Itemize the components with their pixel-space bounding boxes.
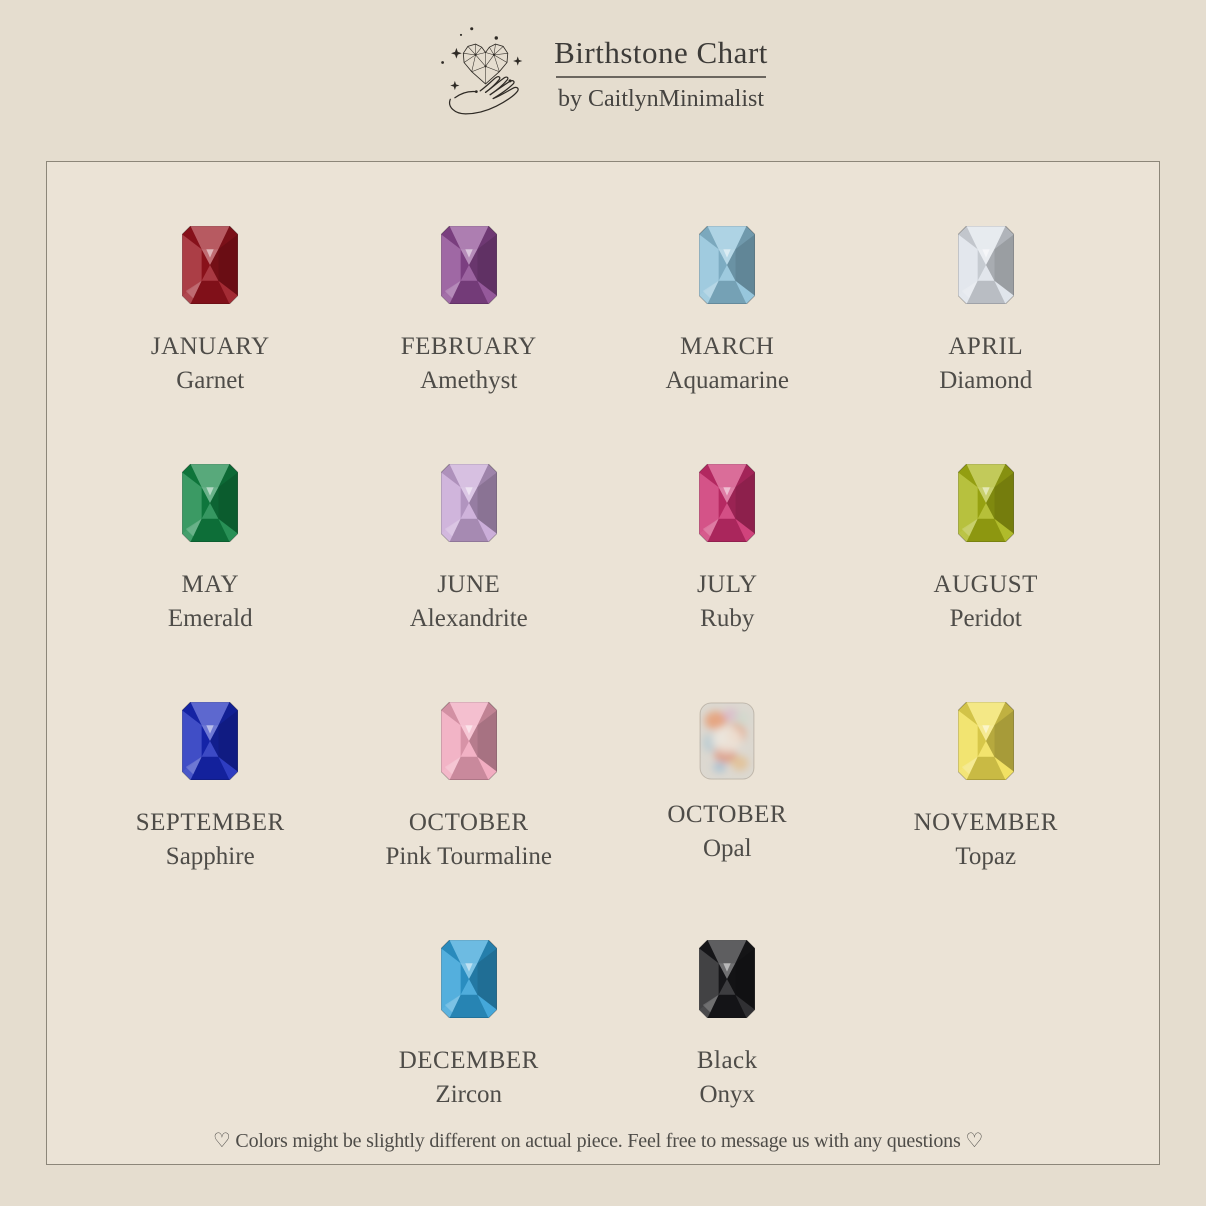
gem-stone: Aquamarine xyxy=(665,367,790,394)
gem-image xyxy=(182,702,238,780)
geometric-heart xyxy=(463,44,507,84)
empty-cell xyxy=(857,940,1116,1112)
title-divider xyxy=(556,76,766,78)
gem-month: FEBRUARY xyxy=(400,333,537,360)
gem-stone: Pink Tourmaline xyxy=(385,843,553,870)
gem-cell-opal xyxy=(598,702,857,940)
gem-month: AUGUST xyxy=(933,571,1038,598)
gem-month: JULY xyxy=(696,571,758,598)
gem-cell-diamond xyxy=(857,226,1116,464)
gem-stone: Peridot xyxy=(949,605,1022,632)
gem-labels xyxy=(697,568,758,636)
gem-image xyxy=(182,226,238,304)
empty-cell xyxy=(81,940,340,1112)
title-block xyxy=(554,35,768,113)
gem-labels xyxy=(697,1044,758,1112)
gem-cell-onyx xyxy=(598,940,857,1112)
gem-stone: Sapphire xyxy=(165,843,255,870)
gem-cell-zircon xyxy=(340,940,599,1112)
gem-labels xyxy=(934,568,1038,636)
gem-image xyxy=(958,226,1014,304)
gem-row xyxy=(81,226,1115,464)
gem-stone: Onyx xyxy=(699,1081,756,1108)
gem-labels xyxy=(410,568,528,636)
gem-month: DECEMBER xyxy=(398,1047,539,1074)
gem-labels xyxy=(914,806,1058,874)
gem-grid xyxy=(81,226,1115,1112)
gem-stone: Ruby xyxy=(700,605,755,632)
gem-stone: Diamond xyxy=(939,367,1033,394)
gem-image xyxy=(441,940,497,1018)
gem-cell-ruby xyxy=(598,464,857,702)
gem-labels xyxy=(667,798,787,866)
footer-note: ♡ Colors might be slightly different on actual piece. Feel free to message us with any questions ♡ xyxy=(212,1130,984,1152)
gem-row xyxy=(81,702,1115,940)
gem-stone: Zircon xyxy=(435,1081,503,1108)
gem-stone: Emerald xyxy=(167,605,253,632)
gem-image xyxy=(699,702,755,780)
gem-row xyxy=(81,940,1115,1112)
gem-cell-peridot xyxy=(857,464,1116,702)
gem-cell-garnet xyxy=(81,226,340,464)
gem-month: OCTOBER xyxy=(667,801,788,828)
gem-labels xyxy=(136,806,285,874)
gem-stone: Opal xyxy=(702,835,752,862)
gem-labels xyxy=(401,330,537,398)
gem-stone: Topaz xyxy=(955,843,1017,870)
header xyxy=(0,24,1206,124)
gem-cell-pink-tourmaline xyxy=(340,702,599,940)
gem-image xyxy=(699,464,755,542)
gem-labels xyxy=(399,1044,539,1112)
gem-stone: Garnet xyxy=(176,367,245,394)
gem-month: MAY xyxy=(181,571,240,598)
gem-stone: Amethyst xyxy=(420,367,518,394)
gem-image xyxy=(958,702,1014,780)
gem-stone: Alexandrite xyxy=(409,605,528,632)
gem-image xyxy=(441,464,497,542)
gem-month: JANUARY xyxy=(150,333,270,360)
gem-cell-alexandrite xyxy=(340,464,599,702)
birthstone-chart-panel xyxy=(46,161,1160,1165)
gem-image xyxy=(441,702,497,780)
gem-cell-topaz xyxy=(857,702,1116,940)
gem-image xyxy=(182,464,238,542)
gem-image xyxy=(441,226,497,304)
gem-month: JUNE xyxy=(437,571,501,598)
gem-cell-emerald xyxy=(81,464,340,702)
gem-labels xyxy=(939,330,1032,398)
heart-in-hand-logo-icon xyxy=(438,24,530,124)
gem-labels xyxy=(168,568,253,636)
gem-month: MARCH xyxy=(680,333,775,360)
gem-cell-amethyst xyxy=(340,226,599,464)
gem-month: APRIL xyxy=(948,333,1024,360)
gem-labels xyxy=(665,330,789,398)
gem-row xyxy=(81,464,1115,702)
gem-cell-sapphire xyxy=(81,702,340,940)
gem-image xyxy=(699,226,755,304)
gem-image xyxy=(699,940,755,1018)
gem-month: Black xyxy=(696,1047,758,1074)
gem-cell-aquamarine xyxy=(598,226,857,464)
gem-month: SEPTEMBER xyxy=(135,809,285,836)
page-subtitle: by CaitlynMinimalist xyxy=(557,85,764,112)
gem-month: OCTOBER xyxy=(408,809,529,836)
gem-image xyxy=(958,464,1014,542)
gem-labels xyxy=(385,806,552,874)
gem-labels xyxy=(151,330,270,398)
gem-month: NOVEMBER xyxy=(913,809,1058,836)
page-title: Birthstone Chart xyxy=(554,35,768,71)
sparkle-stars xyxy=(441,27,522,93)
